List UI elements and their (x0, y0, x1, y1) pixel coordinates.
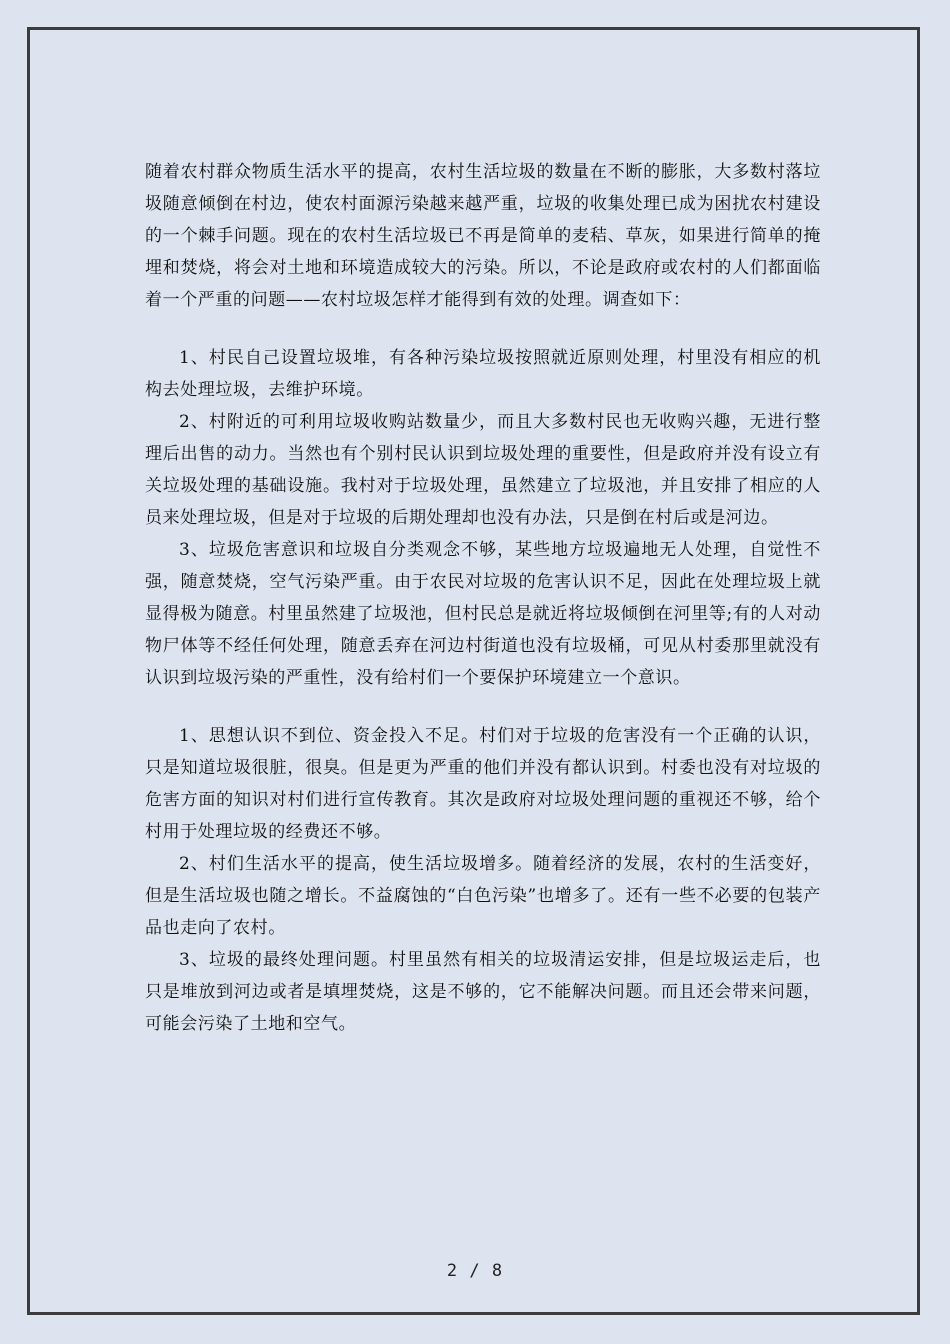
document-body (145, 156, 821, 1040)
section1-item-3: 3、垃圾危害意识和垃圾自分类观念不够，某些地方垃圾遍地无人处理，自觉性不强，随意焚烧，空气污染严重。由于农民对垃圾的危害认识不足，因此在处理垃圾上就显得极为随意。村里虽然建了垃圾池，但村民总是就近将垃圾倾倒在河里等;有的人对动物尸体等不经任何处理，随意丢弃在河边村街道也没有垃圾桶，可见从村委那里就没有认识到垃圾污染的严重性，没有给村们一个要保护环境建立一个意识。 (145, 540, 821, 688)
section2-item-1: 1、思想认识不到位、资金投入不足。村们对于垃圾的危害没有一个正确的认识，只是知道垃圾很脏，很臭。但是更为严重的他们并没有都认识到。村委也没有对垃圾的危害方面的知识对村们进行宣传教育。其次是政府对垃圾处理问题的重视还不够，给个村用于处理垃圾的经费还不够。 (145, 726, 821, 842)
section1-item-2: 2、村附近的可利用垃圾收购站数量少，而且大多数村民也无收购兴趣，无进行整理后出售的动力。当然也有个别村民认识到垃圾处理的重要性，但是政府并没有设立有关垃圾处理的基础设施。我村对于垃圾处理，虽然建立了垃圾池，并且安排了相应的人员来处理垃圾，但是对于垃圾的后期处理却也没有办法，只是倒在村后或是河边。 (145, 412, 821, 528)
section2-item-3: 3、垃圾的最终处理问题。村里虽然有相关的垃圾清运安排，但是垃圾运走后，也只是堆放到河边或者是填埋焚烧，这是不够的，它不能解决问题。而且还会带来问题，可能会污染了土地和空气。 (145, 950, 821, 1034)
page-number: 2 / 8 (446, 1261, 504, 1281)
section1-item-1: 1、村民自己设置垃圾堆，有各种污染垃圾按照就近原则处理，村里没有相应的机构去处理垃圾，去维护环境。 (145, 348, 821, 400)
section2-item-2: 2、村们生活水平的提高，使生活垃圾增多。随着经济的发展，农村的生活变好，但是生活垃圾也随之增长。不益腐蚀的“白色污染”也增多了。还有一些不必要的包装产品也走向了农村。 (145, 854, 821, 938)
intro-paragraph: 随着农村群众物质生活水平的提高，农村生活垃圾的数量在不断的膨胀，大多数村落垃圾随意倾倒在村边，使农村面源污染越来越严重，垃圾的收集处理已成为困扰农村建设的一个棘手问题。现在的农村生活垃圾已不再是简单的麦秸、草灰，如果进行简单的掩埋和焚烧，将会对土地和环境造成较大的污染。所以，不论是政府或农村的人们都面临着一个严重的问题——农村垃圾怎样才能得到有效的处理。调查如下： (145, 162, 821, 310)
